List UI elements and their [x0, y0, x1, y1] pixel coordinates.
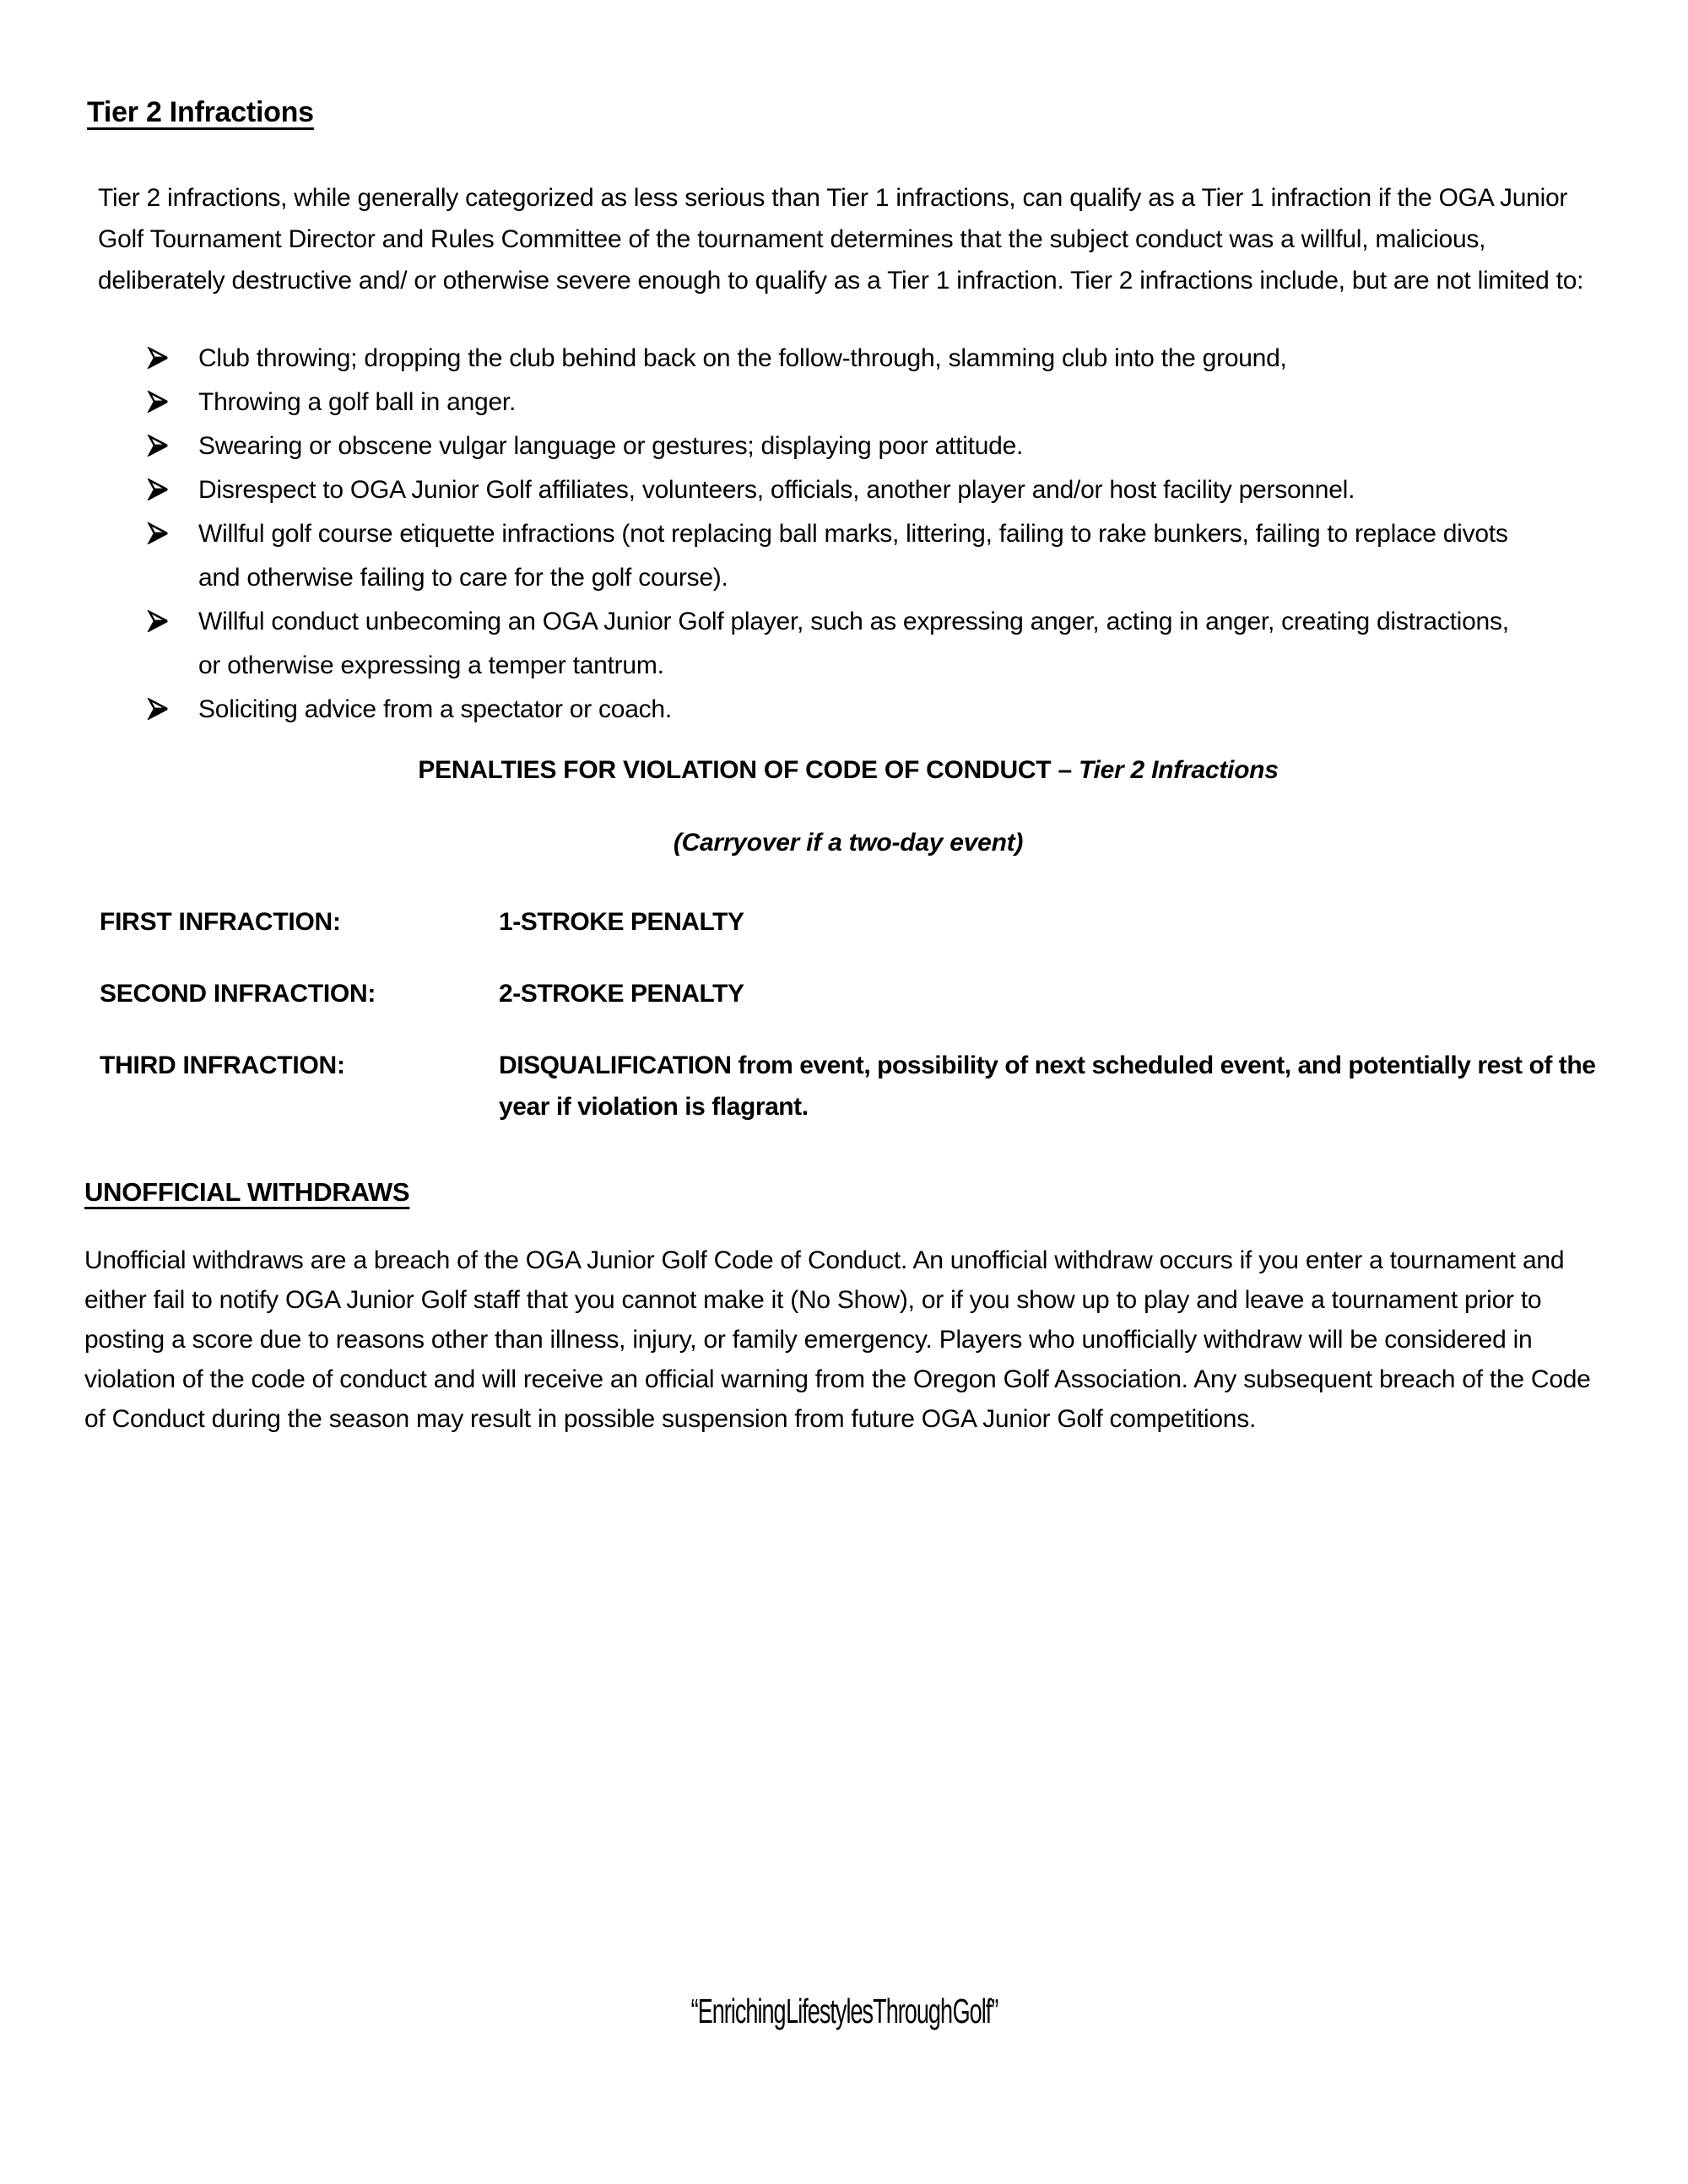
page-title: Tier 2 Infractions: [87, 96, 314, 128]
list-item: [84, 381, 1612, 424]
withdraws-paragraph: Unofficial withdraws are a breach of the OGA Junior Golf Code of Conduct. An unofficial withdraw occurs if you enter a tournament and either fail to notify OGA Junior Golf staff that you cannot make it (No Show), or if you show up to play and leave a tournament prior to posting a score due to reasons other than illness, injury, or family emergency. Players who unofficially withdraw will be considered in violation of the code of conduct and will receive an official warning from the Oregon Golf Association. Any subsequent breach of the Code of Conduct during the season may result in possible suspension from future OGA Junior Golf competitions.: [84, 1246, 1591, 1433]
penalty-row: [84, 1045, 1612, 1127]
list-item: [84, 468, 1612, 512]
arrow-bullet-icon: [147, 347, 170, 369]
penalty-label: FIRST INFRACTION:: [100, 908, 341, 936]
bullet-text: Disrespect to OGA Junior Golf affiliates, volunteers, officials, another player and/or host facility personnel.: [198, 476, 1355, 504]
penalty-row: [84, 973, 1612, 1014]
bullet-text: Willful conduct unbecoming an OGA Junior Golf player, such as expressing anger, acting in anger, creating distractions, or otherwise expressing a temper tantrum.: [198, 608, 1509, 679]
list-item: [84, 688, 1612, 732]
penalties-heading-prefix: PENALTIES FOR VIOLATION OF CODE OF CONDUCT –: [418, 756, 1079, 784]
bullet-text: Willful golf course etiquette infractions (not replacing ball marks, littering, failing to rake bunkers, failing to replace divots and otherwise failing to care for the golf course).: [198, 520, 1508, 592]
penalty-value: 2-STROKE PENALTY: [499, 980, 744, 1008]
list-item: [84, 337, 1612, 381]
list-item: [84, 600, 1612, 688]
infractions-list: [84, 337, 1612, 732]
arrow-bullet-icon: [147, 391, 170, 413]
list-item: [84, 512, 1612, 600]
bullet-text: Throwing a golf ball in anger.: [198, 388, 517, 416]
arrow-bullet-icon: [147, 435, 170, 457]
penalty-row: [84, 901, 1612, 943]
intro-paragraph: Tier 2 infractions, while generally categorized as less serious than Tier 1 infractions, can qualify as a Tier 1 infraction if the OGA Junior Golf Tournament Director and Rules Committee of the tournament determines that the subject conduct was a willful, malicious, deliberately destructive and/ or otherwise severe enough to qualify as a Tier 1 infraction. Tier 2 infractions include, but are not limited to:: [98, 184, 1584, 295]
arrow-bullet-icon: [147, 478, 170, 500]
withdraws-heading: UNOFFICIAL WITHDRAWS: [84, 1177, 410, 1207]
arrow-bullet-icon: [147, 522, 170, 544]
bullet-text: Swearing or obscene vulgar language or gestures; displaying poor attitude.: [198, 432, 1024, 460]
penalty-table: [84, 901, 1612, 1127]
arrow-bullet-icon: [147, 610, 170, 632]
penalty-value: DISQUALIFICATION from event, possibility of next scheduled event, and potentially rest of the year if violation is flagrant.: [499, 1051, 1596, 1121]
list-item: [84, 424, 1612, 468]
carryover-note: (Carryover if a two-day event): [673, 829, 1024, 857]
page-footer: [0, 1992, 1688, 2031]
penalties-heading: [84, 754, 1612, 787]
penalty-label: SECOND INFRACTION:: [100, 980, 376, 1008]
arrow-bullet-icon: [147, 698, 170, 720]
penalty-label: THIRD INFRACTION:: [100, 1051, 345, 1079]
penalties-heading-emphasis: Tier 2 Infractions: [1078, 756, 1279, 784]
footer-quote: “Enriching Lifestyles Through Golf”: [690, 1992, 998, 2030]
bullet-text: Soliciting advice from a spectator or coach.: [198, 695, 672, 723]
bullet-text: Club throwing; dropping the club behind back on the follow-through, slamming club into the ground,: [198, 344, 1287, 372]
penalty-value: 1-STROKE PENALTY: [499, 908, 744, 936]
